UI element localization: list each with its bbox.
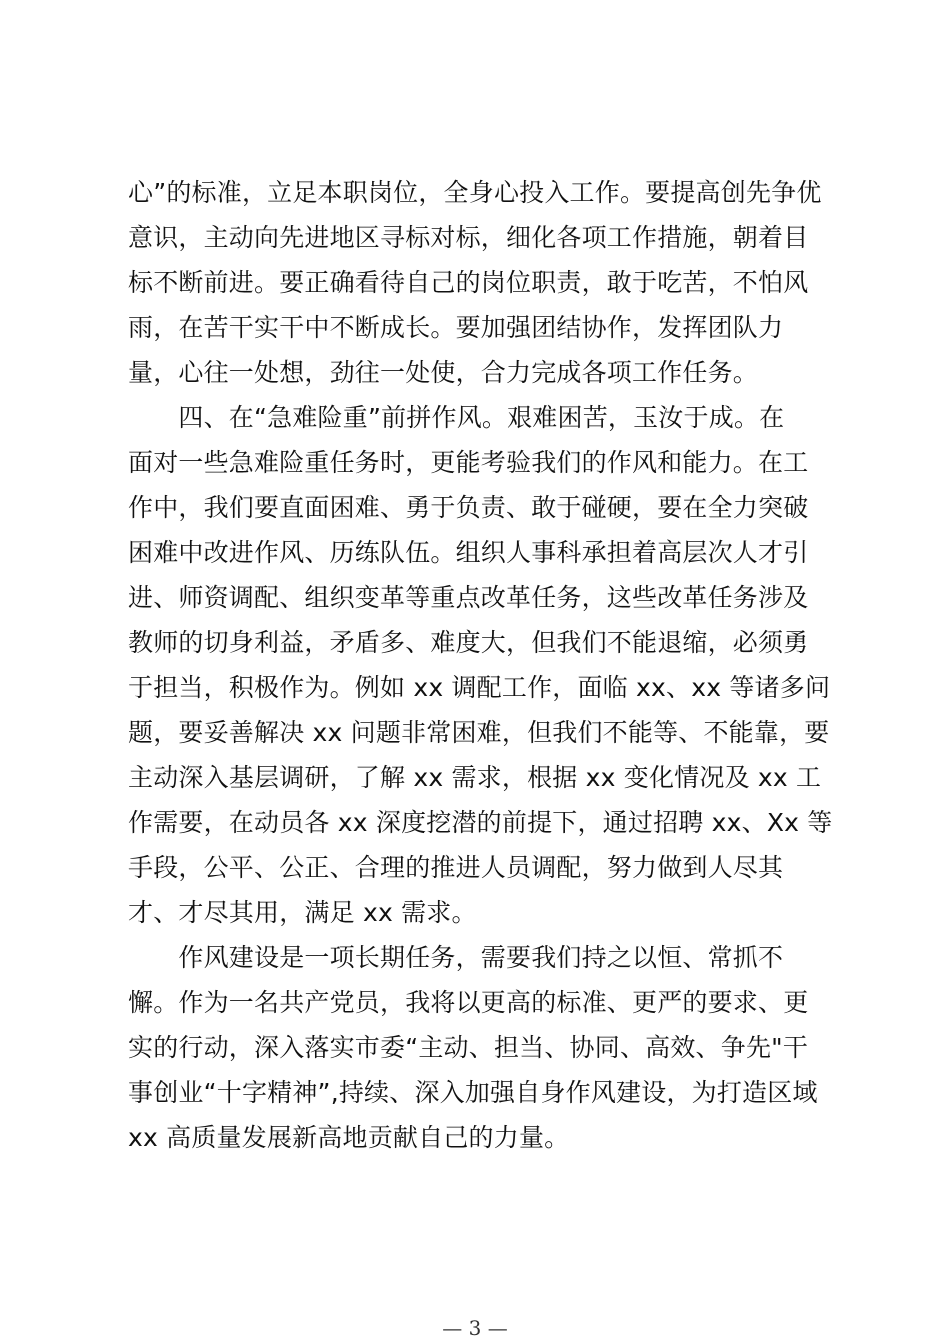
text-line: 量，心往一处想，劲往一处使，合力完成各项工作任务。 xyxy=(128,358,759,387)
text-line: 于担当，积极作为。例如 xx 调配工作，面临 xx、xx 等诸多问 xyxy=(128,673,831,702)
text-line: 意识，主动向先进地区寻标对标，细化各项工作措施，朝着目 xyxy=(128,223,809,252)
text-line: 标不断前进。要正确看待自己的岗位职责，敢于吃苦，不怕风 xyxy=(128,268,809,297)
text-line: 实的行动，深入落实市委“主动、担当、协同、高效、争先"干 xyxy=(128,1033,809,1062)
text-line: 才、才尽其用，满足 xx 需求。 xyxy=(128,898,477,927)
text-line: 困难中改进作风、历练队伍。组织人事科承担着高层次人才引 xyxy=(128,538,809,567)
text-line: 事创业“十字精神”,持续、深入加强自身作风建设，为打造区域 xyxy=(128,1078,818,1107)
text-line: 懈。作为一名共产党员，我将以更高的标准、更严的要求、更 xyxy=(128,988,809,1017)
text-line: 主动深入基层调研，了解 xx 需求，根据 xx 变化情况及 xx 工 xyxy=(128,763,822,792)
text-line: 雨，在苦干实干中不断成长。要加强团结协作，发挥团队力 xyxy=(128,313,784,342)
text-line: 进、师资调配、组织变革等重点改革任务，这些改革任务涉及 xyxy=(128,583,809,612)
text-line: xx 高质量发展新高地贡献自己的力量。 xyxy=(128,1123,570,1152)
text-line: 作中，我们要直面困难、勇于负责、敢于碰硬，要在全力突破 xyxy=(128,493,809,522)
text-line: 作需要，在动员各 xx 深度挖潜的前提下，通过招聘 xx、Xx 等 xyxy=(128,808,832,837)
text-line: 作风建设是一项长期任务，需要我们持之以恒、常抓不 xyxy=(128,943,784,972)
text-line: 手段，公平、公正、合理的推进人员调配，努力做到人尽其 xyxy=(128,853,784,882)
text-line: 心”的标准，立足本职岗位，全身心投入工作。要提高创先争优 xyxy=(128,178,822,207)
text-line: 教师的切身利益，矛盾多、难度大，但我们不能退缩，必须勇 xyxy=(128,628,809,657)
body-text xyxy=(128,170,832,1160)
text-line: 题，要妥善解决 xx 问题非常困难，但我们不能等、不能靠，要 xyxy=(128,718,830,747)
text-line: 面对一些急难险重任务时，更能考验我们的作风和能力。在工 xyxy=(128,448,809,477)
text-line: 四、在“急难险重”前拼作风。艰难困苦，玉汝于成。在 xyxy=(128,403,785,432)
page-number: — 3 — xyxy=(442,1316,508,1340)
